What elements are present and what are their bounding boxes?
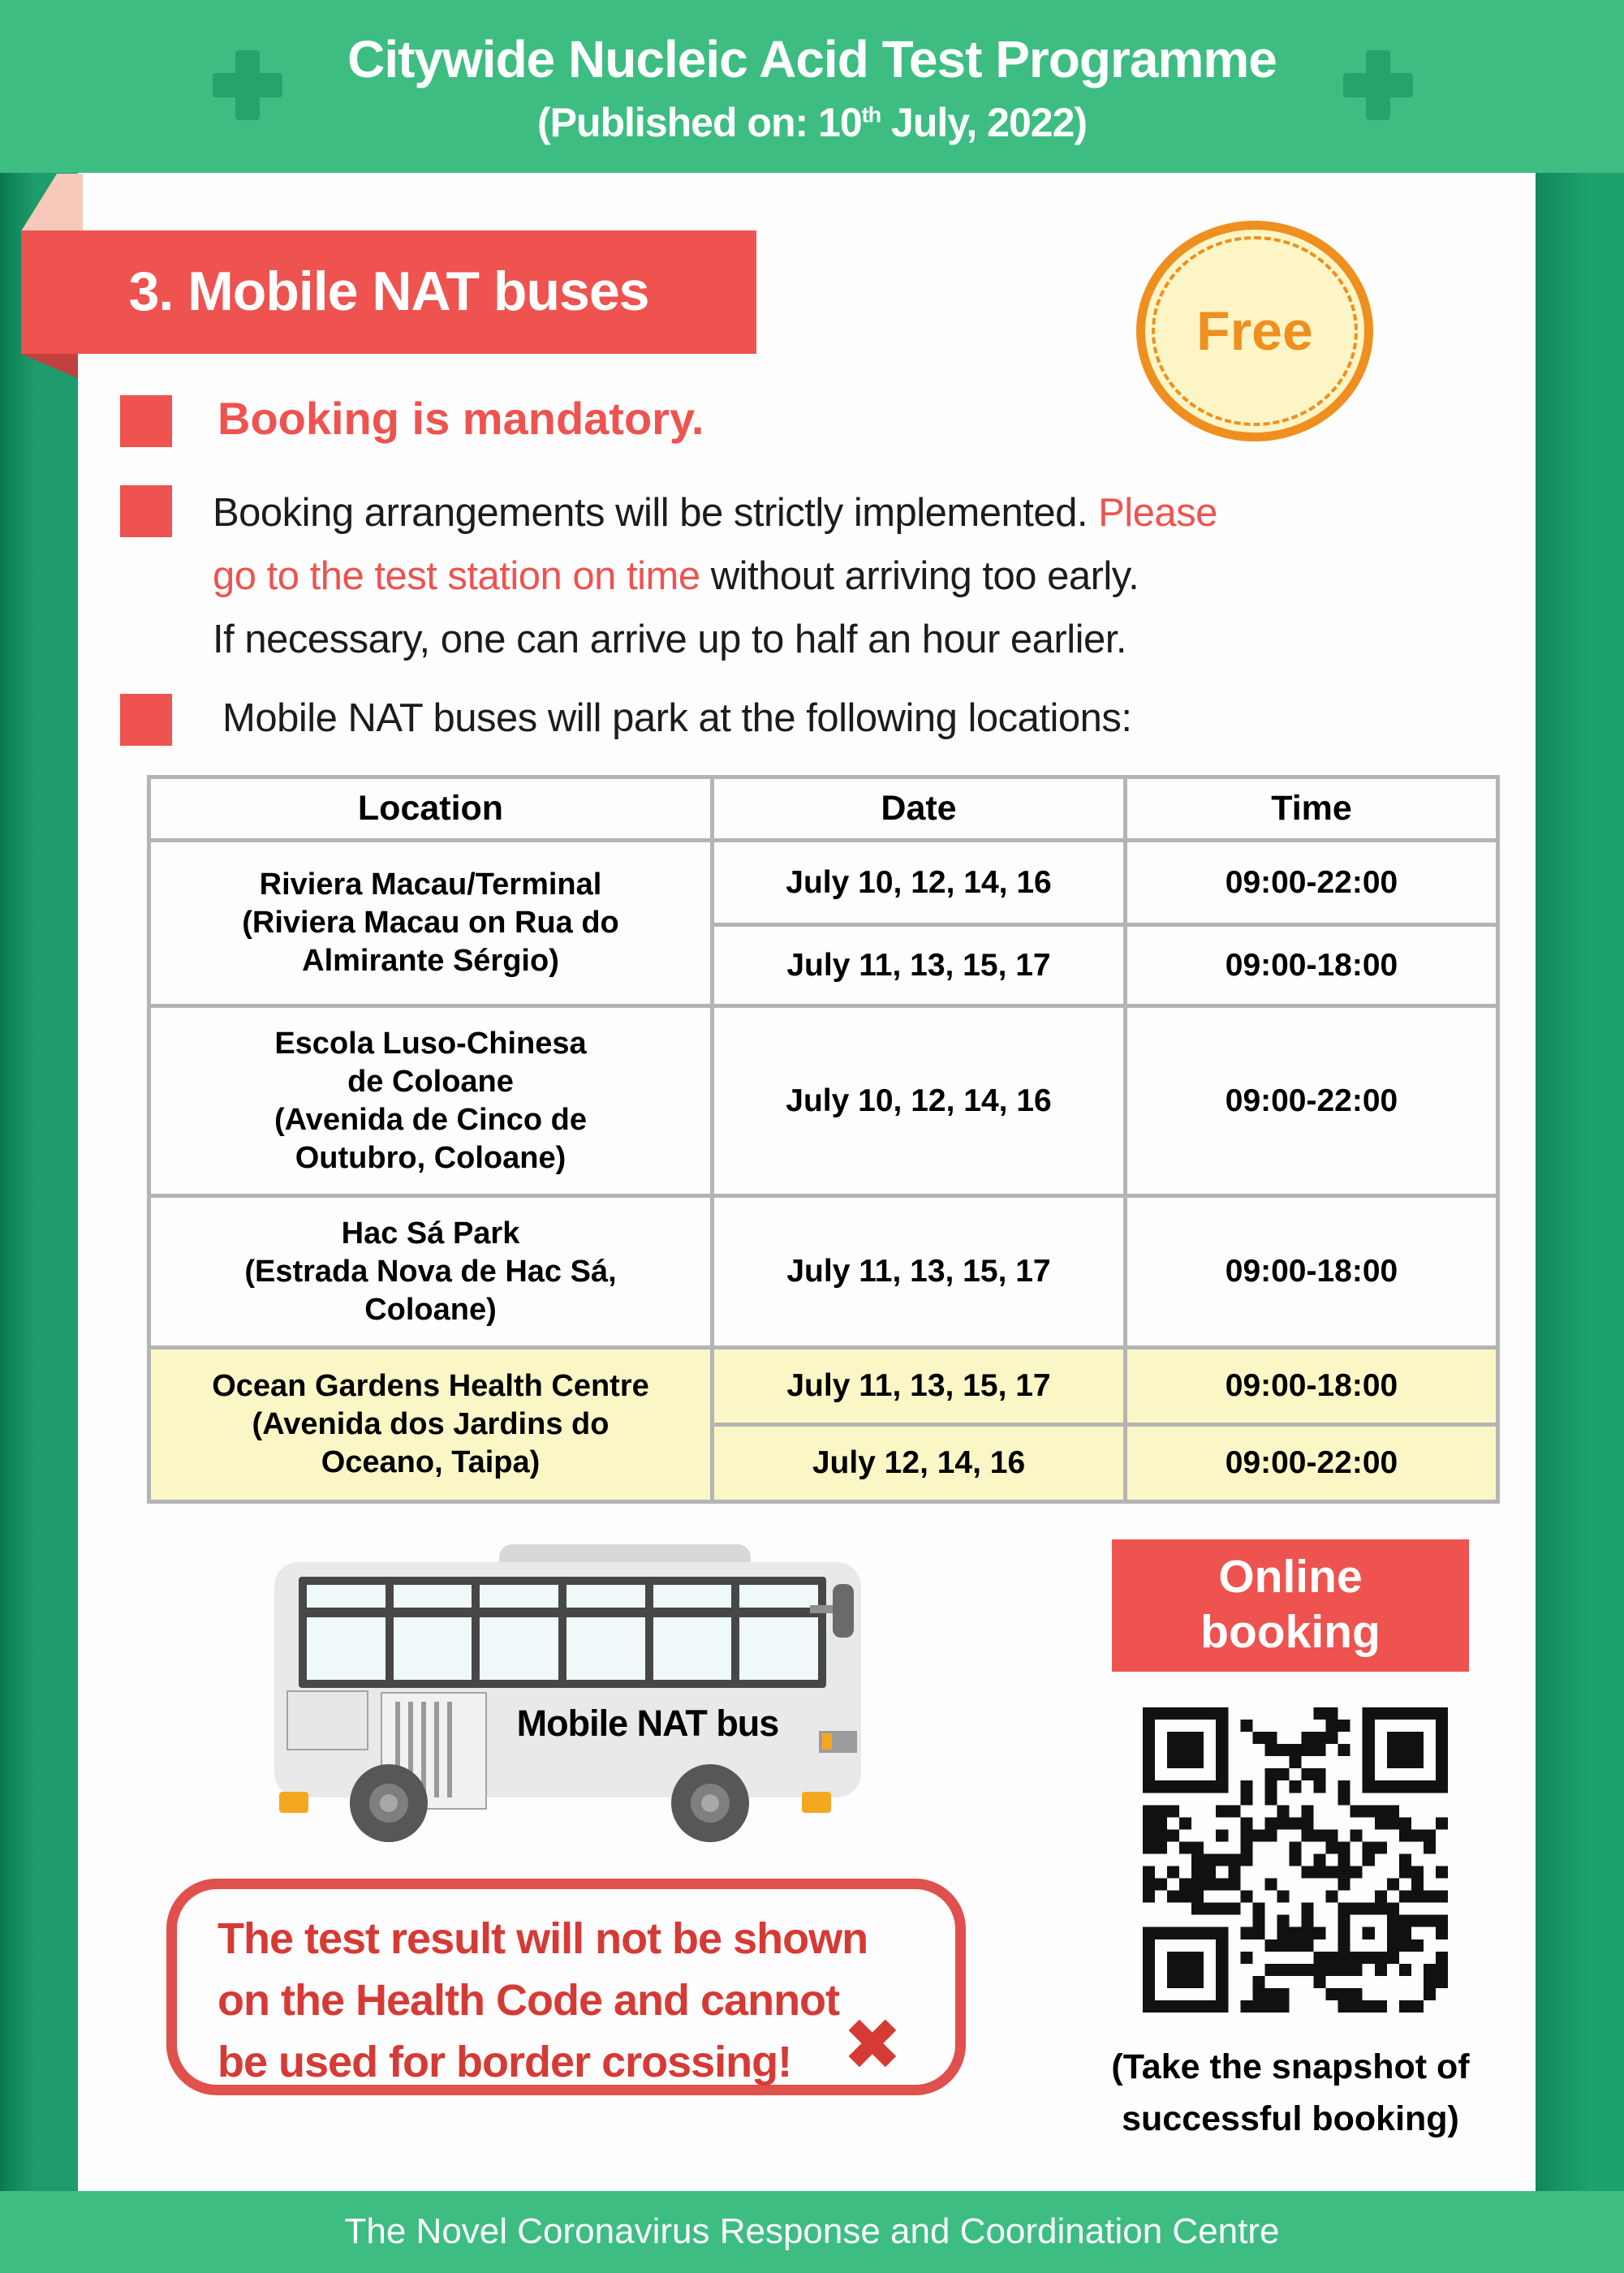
- time-cell: 09:00-18:00: [1126, 925, 1498, 1006]
- footer-band: [0, 2191, 1624, 2273]
- footer-text: The Novel Coronavirus Response and Coordination Centre: [344, 2211, 1280, 2251]
- location-cell: Riviera Macau/Terminal (Riviera Macau on Rua do Almirante Sérgio): [149, 841, 713, 1006]
- bullet-square-1: [120, 395, 172, 447]
- warning-text: The test result will not be shown on the Health Code and cannot be used for border crossing!: [218, 1914, 868, 2086]
- online-booking-line2: booking: [1200, 1606, 1381, 1658]
- free-badge-label: Free: [1152, 236, 1358, 426]
- superscript-th: th: [861, 102, 881, 127]
- bus-window: [653, 1585, 732, 1680]
- location-cell: Hac Sá Park (Estrada Nova de Hac Sá, Coloane): [149, 1196, 713, 1348]
- bullet-square-2: [120, 485, 172, 537]
- bus-side-panel: [819, 1731, 857, 1753]
- location-cell: Escola Luso-Chinesa de Coloane (Avenida de Cinco de Outubro, Coloane): [149, 1006, 713, 1196]
- table-row: [149, 841, 1498, 925]
- section-title-banner: 3. Mobile NAT buses: [21, 230, 756, 354]
- time-cell: 09:00-18:00: [1126, 1196, 1498, 1348]
- right-margin-panel: [1536, 173, 1624, 2191]
- warning-box: [166, 1879, 966, 2095]
- medical-cross-icon-right: [1343, 50, 1413, 120]
- bullet2-text: Booking arrangements will be strictly implemented. Please go to the test station on time without arriving too early. If necessary, one can arrive up to half an hour earlier.: [213, 491, 1217, 661]
- date-cell: July 11, 13, 15, 17: [713, 925, 1126, 1006]
- bus-label: Mobile NAT bus: [516, 1703, 779, 1744]
- bus-front-window: [286, 1690, 368, 1750]
- bus-light-right: [802, 1792, 831, 1813]
- date-cell: July 10, 12, 14, 16: [713, 1006, 1126, 1196]
- online-booking-line1: Online: [1218, 1551, 1363, 1603]
- date-cell: July 11, 13, 15, 17: [713, 1348, 1126, 1425]
- schedule-table: [147, 775, 1500, 1504]
- page-title: Citywide Nucleic Acid Test Programme: [347, 30, 1277, 88]
- table-body: [149, 841, 1498, 1502]
- column-header-location: Location: [149, 777, 713, 841]
- published-date: (Published on: 10th July, 2022): [536, 100, 1088, 145]
- bus-wheel-front: [350, 1764, 428, 1842]
- time-cell: 09:00-18:00: [1126, 1348, 1498, 1425]
- bus-window: [394, 1585, 472, 1680]
- column-header-date: Date: [713, 777, 1126, 841]
- qr-caption: (Take the snapshot of successful booking): [1111, 2047, 1470, 2138]
- location-cell: Ocean Gardens Health Centre (Avenida dos Jardins do Oceano, Taipa): [149, 1348, 713, 1502]
- left-margin-panel: [0, 173, 78, 2191]
- time-cell: 09:00-22:00: [1126, 841, 1498, 925]
- online-booking-banner: [1112, 1539, 1469, 1672]
- table-row: [149, 1006, 1498, 1196]
- medical-cross-icon-left: [213, 50, 282, 120]
- bus-window: [566, 1585, 645, 1680]
- bullet1-text: Booking is mandatory.: [218, 393, 704, 444]
- date-cell: July 10, 12, 14, 16: [713, 841, 1126, 925]
- table-row: [149, 1348, 1498, 1425]
- bus-window: [739, 1585, 818, 1680]
- bullet-square-3: [120, 694, 172, 746]
- bus-window: [307, 1585, 386, 1680]
- time-cell: 09:00-22:00: [1126, 1006, 1498, 1196]
- table-header-row: [149, 777, 1498, 841]
- date-cell: July 12, 14, 16: [713, 1425, 1126, 1502]
- cross-mark-icon: ✖: [842, 2003, 902, 2086]
- free-badge: [1136, 221, 1373, 441]
- column-header-time: Time: [1126, 777, 1498, 841]
- bus-illustration: [274, 1542, 867, 1850]
- time-cell: 09:00-22:00: [1126, 1425, 1498, 1502]
- table-row: [149, 1196, 1498, 1348]
- bus-side-lamp: [822, 1733, 832, 1750]
- bus-window-band: [299, 1577, 826, 1688]
- bus-light-left: [279, 1792, 308, 1813]
- bus-mirror-icon: [833, 1584, 854, 1638]
- bus-window: [480, 1585, 558, 1680]
- bus-wheel-rear: [671, 1764, 749, 1842]
- date-cell: July 11, 13, 15, 17: [713, 1196, 1126, 1348]
- qr-code: [1143, 1707, 1448, 2013]
- bus-window-divider: [299, 1608, 826, 1617]
- bullet3-text: Mobile NAT buses will park at the following locations:: [222, 696, 1132, 740]
